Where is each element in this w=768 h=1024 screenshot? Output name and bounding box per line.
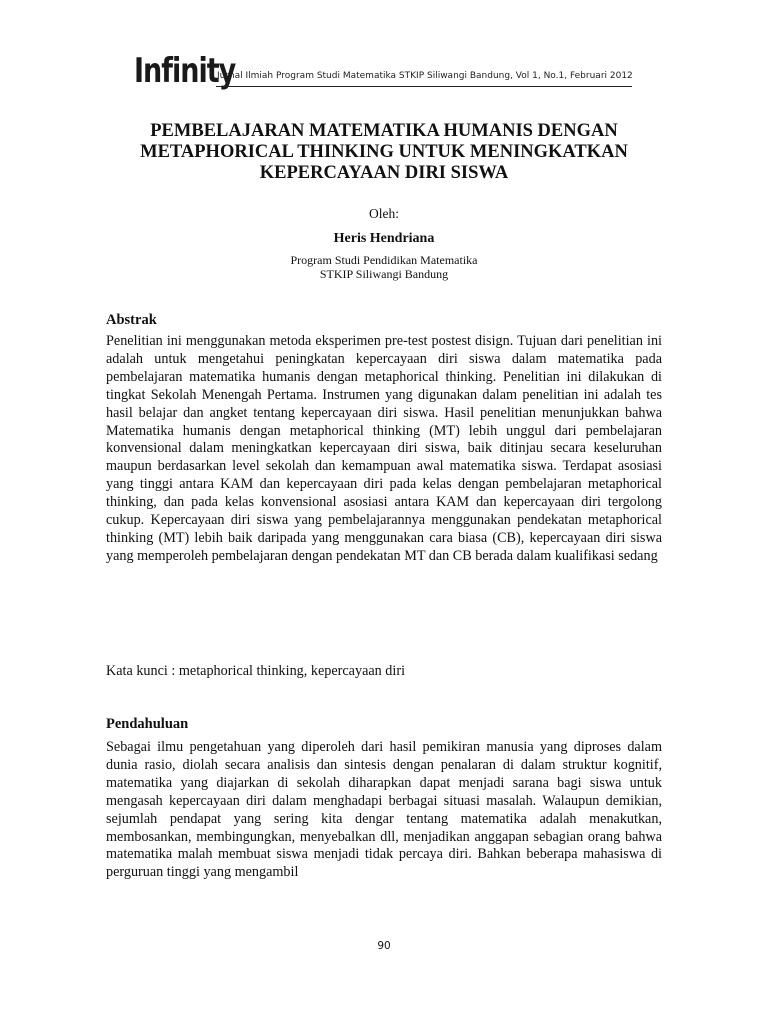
author-name: Heris Hendriana bbox=[333, 231, 435, 246]
byline-label: Oleh: bbox=[369, 206, 399, 221]
introduction-heading: Pendahuluan bbox=[106, 716, 189, 732]
affiliation-line-2: STKIP Siliwangi Bandung bbox=[319, 267, 449, 281]
page-number: 90 bbox=[377, 940, 391, 952]
abstract-heading: Abstrak bbox=[106, 312, 157, 328]
abstract-text: Penelitian ini menggunakan metoda eksperimen pre-test postest disign. Tujuan dari penelitian ini adalah untuk mengetahui peningkatan kepercayaan diri siswa dalam matematika pada pembelajaran matematika humanis dengan metaphorical thinking. Penelitian ini dilakukan di tingkat Sekolah Menengah Pertama. Instrumen yang digunakan dalam penelitian ini adalah tes hasil belajar dan angket tentang kepercayaan diri siswa. Hasil penelitian menunjukkan bahwa Matematika humanis dengan metaphorical thinking (MT) lebih unggul dari pembelajaran konvensional dalam meningkatkan kepercayaan diri siswa, baik ditinjau secara keseluruhan maupun berdasarkan level sekolah dan kemampuan awal matematika siswa. Terdapat asosiasi yang tinggi antara KAM dan kepercayaan diri pada kelas dengan pembelajaran metaphorical thinking, dan pada kelas konvensional asosiasi antara KAM dan kepercayaan diri tergolong cukup. Kepercayaan diri siswa yang pembelajarannya menggunakan pendekatan metaphorical thinking (MT) lebih baik daripada yang menggunakan cara biasa (CB), kepercayaan diri siswa yang memperoleh pembelajaran dengan pendekatan MT dan CB berada dalam kualifikasi sedang bbox=[106, 333, 662, 564]
journal-logo: Infinity bbox=[134, 52, 236, 91]
affiliation-line-1: Program Studi Pendidikan Matematika bbox=[290, 253, 478, 267]
journal-header bbox=[134, 52, 632, 92]
journal-citation: Jurnal Ilmiah Program Studi Matematika STKIP Siliwangi Bandung, Vol 1, No.1, Februari 2012 bbox=[217, 71, 633, 81]
paper-title: PEMBELAJARAN MATEMATIKA HUMANIS DENGAN METAPHORICAL THINKING UNTUK MENINGKATKAN KEPERCAYAAN DIRI SISWA bbox=[140, 121, 628, 183]
keywords: Kata kunci : metaphorical thinking, kepercayaan diri bbox=[106, 663, 406, 679]
author-affiliation bbox=[0, 253, 768, 281]
header-divider bbox=[216, 86, 632, 87]
introduction-text: Sebagai ilmu pengetahuan yang diperoleh dari hasil pemikiran manusia yang diproses dalam dunia rasio, diolah secara analisis dan sintesis dengan penalaran di dalam struktur kognitif, matematika yang diajarkan di sekolah diharapkan dapat menjadi sarana bagi siswa untuk mengasah kepercayaan diri dalam menghadapi berbagai situasi masalah. Walaupun demikian, sejumlah pendapat yang sering kita dengar tentang matematika adalah menakutkan, membosankan, membingungkan, menyebalkan dll, menjadikan anggapan sebagian orang bahwa matematika malah membuat siswa menjadi tidak percaya diri. Bahkan beberapa mahasiswa di perguruan tinggi yang mengambil bbox=[106, 739, 662, 881]
